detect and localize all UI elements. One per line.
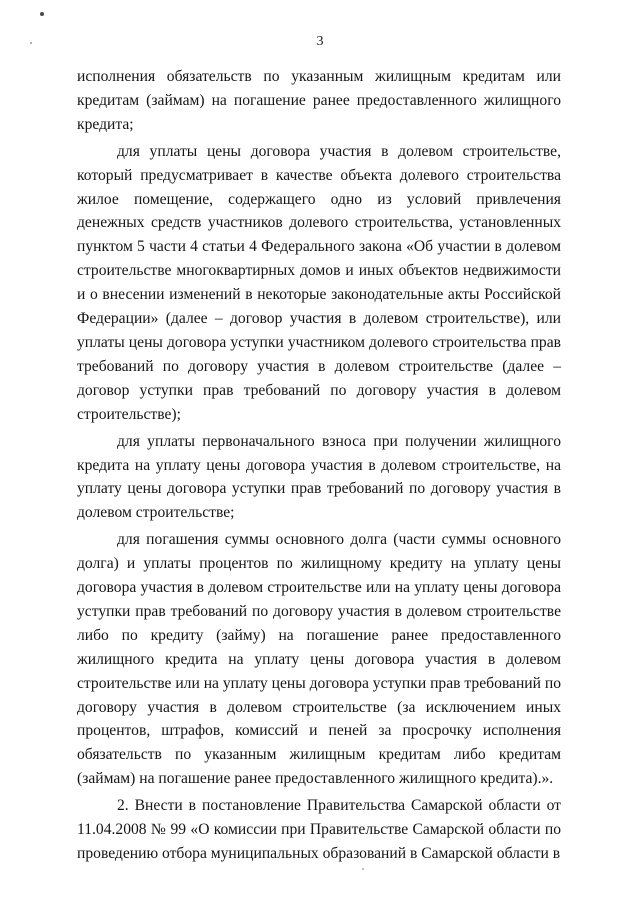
- document-body: [77, 65, 561, 866]
- paragraph-item-2: 2. Внести в постановление Правительства Самарской области от 11.04.2008 № 99 «О комиссии при Правительстве Самарской области по проведению отбора муниципальных образований в Самарской области в: [77, 797, 561, 862]
- paragraph-continuation: исполнения обязательств по указанным жилищным кредитам или кредитам (займам) на погашение ранее предоставленного жилищного кредита;: [77, 68, 561, 133]
- paragraph-debt-repayment: для погашения суммы основного долга (части суммы основного долга) и уплаты процентов по жилищному кредиту на уплату цены договора участия в долевом строительстве или на уплату цены договора уступки прав требований по договору участия в долевом строительстве либо по кредиту (займу) на погашение ранее предоставленного жилищного кредита на уплату цены договора участия в долевом строительстве или на уплату цены договора уступки прав требований по договору участия в долевом строительстве (за исключением иных процентов, штрафов, комиссий и пеней за просрочку исполнения обязательств по указанным жилищным кредитам либо кредитам (займам) на погашение ранее предоставленного жилищного кредита).».: [77, 531, 562, 788]
- scan-speck: [40, 12, 44, 16]
- page-number: 3: [316, 34, 324, 49]
- paragraph-initial-payment: для уплаты первоначального взноса при получении жилищного кредита на уплату цены договора участия в долевом строительстве, на уплату цены договора уступки прав требований по договору участия в долевом строительстве;: [77, 432, 561, 522]
- scan-speck: [362, 868, 364, 870]
- paragraph-dolevoe-contract: для уплаты цены договора участия в долевом строительстве, который предусматривает в качестве объекта долевого строительства жилое помещение, содержащего одно из условий привлечения денежных средств участников долевого строительства, установленных пунктом 5 части 4 статьи 4 Федерального закона «Об участии в долевом строительстве многоквартирных домов и иных объектов недвижимости и о внесении изменений в некоторые законодательные акты Российской Федерации» (далее – договор участия в долевом строительстве), или уплаты цены договора уступки участником долевого строительства прав требований по договору участия в долевом строительстве (далее – договор уступки прав требований по договору участия в долевом строительстве);: [77, 142, 561, 423]
